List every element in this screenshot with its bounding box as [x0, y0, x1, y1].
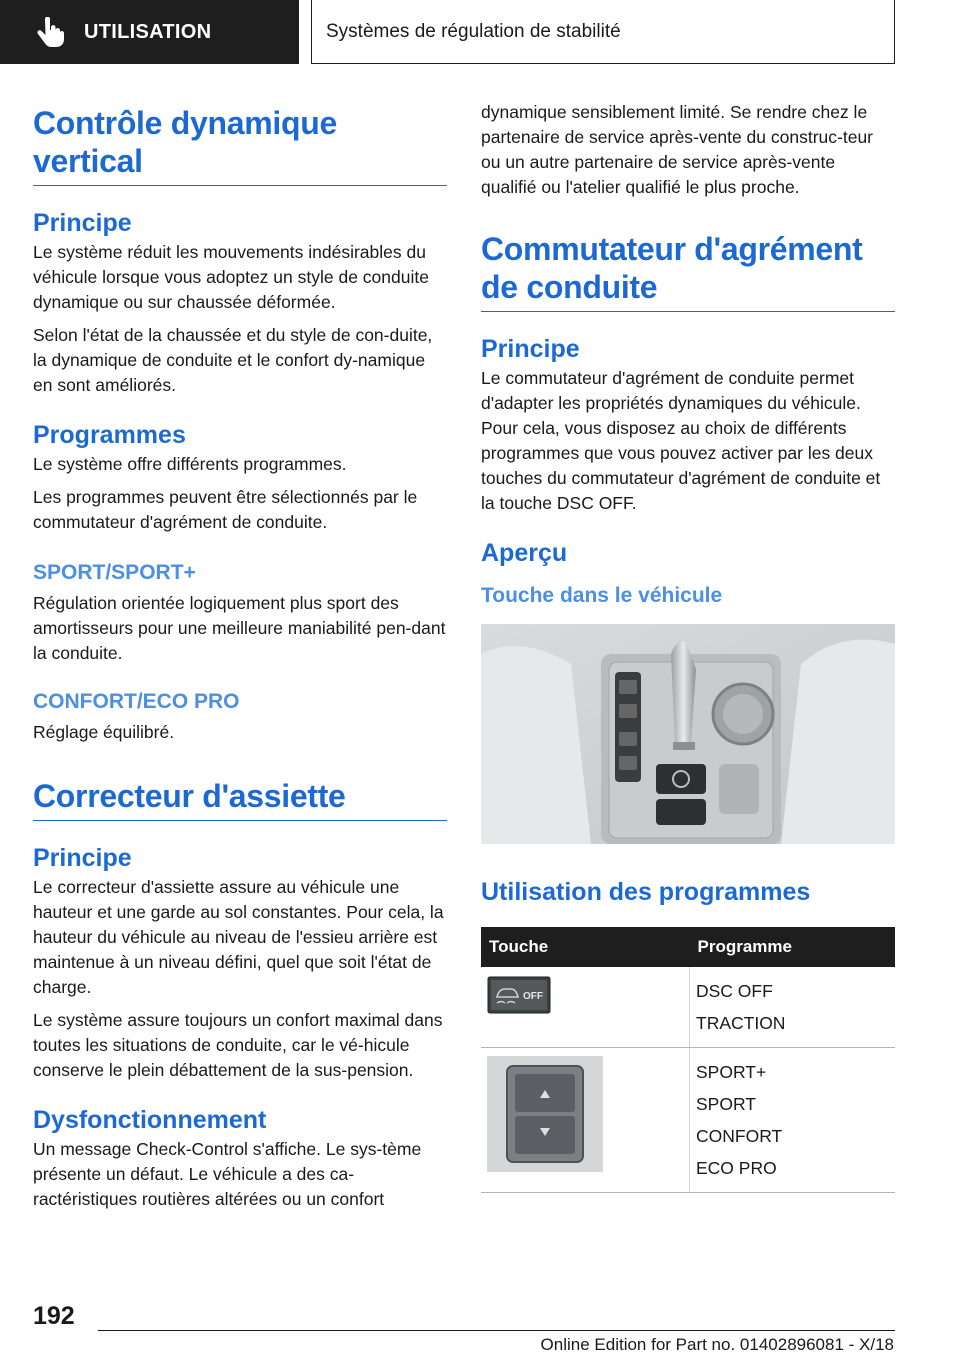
center-console-photo: [481, 624, 895, 844]
programmes-table: [481, 927, 895, 1193]
principe-paragraph-2: Selon l'état de la chaussée et du style de con-duite, la dynamique de conduite et le confort dy-namique en sont améliorés.: [33, 325, 433, 395]
correcteur-title: Correcteur d'assiette: [33, 778, 346, 814]
drive-switch-icon: [487, 1056, 603, 1172]
section-title-block: [33, 104, 447, 186]
footer-divider: [98, 1330, 895, 1331]
table-row: [481, 967, 895, 1048]
commutateur-principe-paragraph: Le commutateur d'agrément de conduite permet d'adapter les propriétés dynamiques du véhicule. Pour cela, vous disposez au choix de différents programmes que vous pouvez activer par les deux touches du commutateur d'agrément de conduite et la touche DSC OFF.: [481, 368, 881, 513]
continued-paragraph: dynamique sensiblement limité. Se rendre chez le partenaire de service après-vente du construc-teur ou un autre partenaire de service après-vente qualifié ou l'atelier qualifié le plus proche.: [481, 102, 874, 197]
correcteur-title-block: [33, 777, 447, 821]
commutateur-title: Commutateur d'agrément de conduite: [481, 231, 863, 305]
drive-switch-button-cell: [481, 1048, 690, 1193]
program-sport: SPORT: [696, 1094, 756, 1114]
confort-paragraph: Réglage équilibré.: [33, 722, 175, 742]
row2-programmes: [690, 1048, 896, 1193]
correcteur-principe-heading: Principe: [33, 844, 132, 872]
svg-text:OFF: OFF: [523, 991, 543, 1002]
section-title: Contrôle dynamique vertical: [33, 105, 337, 179]
header-chapter-box: [311, 0, 895, 64]
col-touche-header: Touche: [481, 927, 690, 967]
programmes-paragraph-1: Le système offre différents programmes.: [33, 454, 347, 474]
hand-pointer-icon: [36, 17, 64, 47]
programmes-paragraph-2: Les programmes peuvent être sélectionnés par le commutateur d'agrément de conduite.: [33, 487, 418, 532]
dysfonctionnement-paragraph: Un message Check-Control s'affiche. Le sys-tème présente un défaut. Le véhicule a des ca-ractéristiques routières altérées ou un confort: [33, 1139, 422, 1209]
page-number: 192: [33, 1302, 75, 1330]
utilisation-heading: Utilisation des programmes: [481, 878, 811, 906]
correcteur-paragraph-1: Le correcteur d'assiette assure au véhicule une hauteur et une garde au sol constantes. Pour cela, la hauteur du véhicule au niveau de l'essieu arrière est maintenue à un niveau défini, quel que soit l'état de charge.: [33, 877, 444, 997]
dsc-off-button-cell: [481, 967, 690, 1048]
program-eco-pro: ECO PRO: [696, 1158, 777, 1178]
programmes-heading: Programmes: [33, 421, 186, 449]
principe-heading: Principe: [33, 209, 132, 237]
program-traction: TRACTION: [696, 1013, 786, 1033]
program-confort: CONFORT: [696, 1126, 783, 1146]
sport-paragraph: Régulation orientée logiquement plus sport des amortisseurs pour une meilleure maniabilité pen-dant la conduite.: [33, 593, 446, 663]
program-dsc-off: DSC OFF: [696, 981, 773, 1001]
touche-heading: Touche dans le véhicule: [481, 584, 723, 607]
dsc-off-button-icon: [487, 975, 551, 1015]
table-row: [481, 1048, 895, 1193]
col-programme-header: Programme: [690, 927, 896, 967]
sport-heading: SPORT/SPORT+: [33, 561, 196, 584]
header-chapter-label: Systèmes de régulation de stabilité: [326, 20, 621, 42]
commutateur-principe-heading: Principe: [481, 335, 580, 363]
header-section-tab: [0, 0, 299, 64]
left-column: [33, 104, 447, 1220]
header-section-label: UTILISATION: [84, 20, 212, 43]
table-header-row: [481, 927, 895, 967]
commutateur-title-block: [481, 230, 895, 312]
principe-paragraph-1: Le système réduit les mouvements indésirables du véhicule lorsque vous adoptez un style de conduite dynamique ou sur chaussée déformée.: [33, 242, 429, 312]
confort-heading: CONFORT/ECO PRO: [33, 690, 240, 713]
dysfonctionnement-heading: Dysfonctionnement: [33, 1106, 267, 1134]
footer-edition: Online Edition for Part no. 01402896081 - X/18: [540, 1335, 894, 1354]
apercu-heading: Aperçu: [481, 539, 568, 567]
right-column: [481, 100, 895, 1193]
correcteur-paragraph-2: Le système assure toujours un confort maximal dans toutes les situations de conduite, car le vé-hicule conserve le plein débattement de la sus-pension.: [33, 1010, 443, 1080]
program-sport-plus: SPORT+: [696, 1062, 767, 1082]
row1-programmes: [690, 967, 896, 1048]
